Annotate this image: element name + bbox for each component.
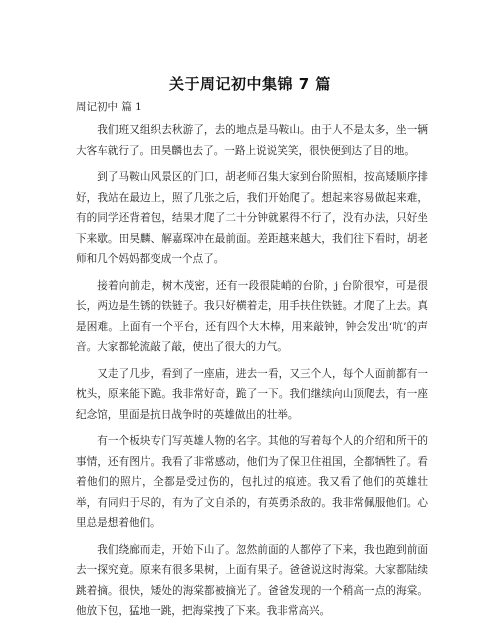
section-heading: 周记初中 篇 1 xyxy=(76,101,142,113)
paragraph: 接着向前走，树木茂密，还有一段很陡峭的台阶，j 台阶很窄，可是很长，两边是生锈的铁链子。我只好横着走，用手扶住铁链。才爬了上去。真是困难。上面有一个平台，还有四个大木棒，用来敲钟，钟会发出‘吭’的声音。大家都轮流敲了敲，使出了很大的力气。 xyxy=(76,279,428,353)
paragraph: 又走了几步，看到了一座庙，进去一看，又三个人，每个人面前都有一枕头，原来能下跪。我非常好奇，跪了一下。我们继续向山顶爬去，有一座纪念馆，里面是抗日战争时的英雄做出的壮举。 xyxy=(76,367,428,421)
paragraph: 到了马鞍山风景区的门口，胡老师召集大家到台阶照相，按高矮顺序排好，我站在最边上，照了几张之后，我们开始爬了。想起来容易做起来难，有的同学还背着包，结果才爬了二十分钟就累得不行了，没有办法，只好坐下来歇。田昊麟、解嘉琛冲在最前面。差距越来越大，我们往下看时，胡老师和几个妈妈都变成一个点了。 xyxy=(76,171,428,265)
paragraph: 我们班又组织去秋游了，去的地点是马鞍山。由于人不是太多，坐一辆大客车就行了。田昊麟也去了。一路上说说笑笑，很快便到达了目的地。 xyxy=(76,124,428,157)
document-title: 关于周记初中集锦 7 篇 xyxy=(169,75,331,93)
document-body xyxy=(76,120,428,628)
paragraph: 有一个板块专门写英雄人物的名字。其他的写着每个人的介绍和所干的事情，还有图片。我看了非常感动，他们为了保卫住祖国，全都牺牲了。看着他们的照片，全都是受过伤的，包扎过的痕迹。我又看了他们的英雄壮举，有同归于尽的，有为了文自杀的，有英勇杀敌的。我非常佩服他们。心里总是想着他们。 xyxy=(76,435,428,529)
paragraph: 我们绕廊而走，开始下山了。忽然前面的人都停了下来，我也跑到前面去一探究竟。原来有很多果树，上面有果子。爸爸说这时海棠。大家都陆续跳着摘。很快，矮处的海棠都被摘光了。爸爸发现的一个稍高一点的海棠。他放下包，猛地一跳，把海棠拽了下来。我非常高兴。 xyxy=(76,543,428,617)
